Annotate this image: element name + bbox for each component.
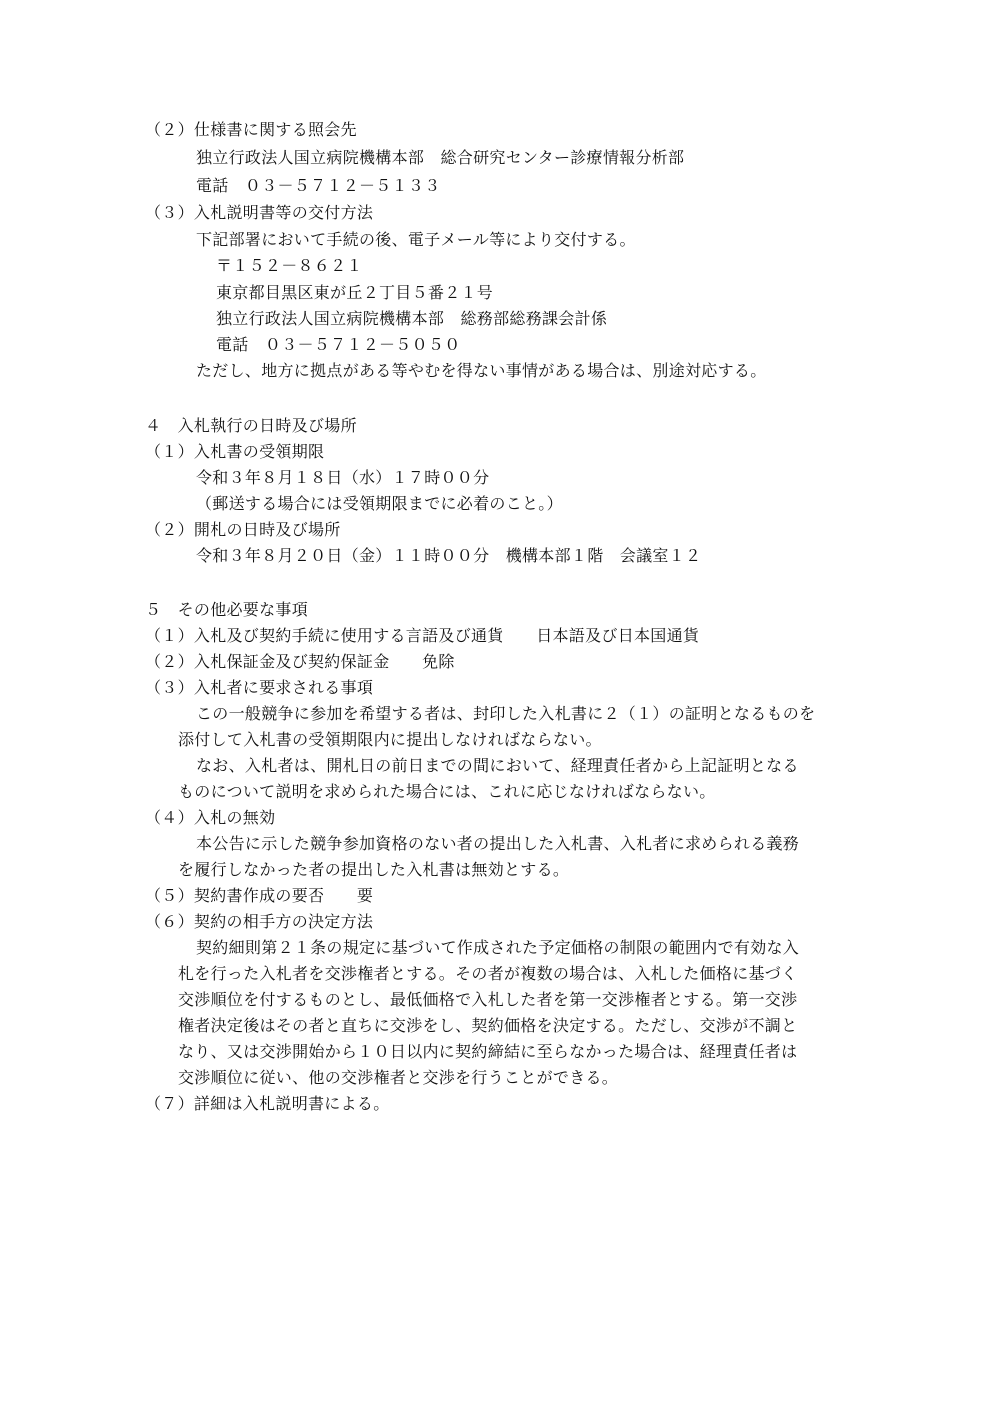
paragraph-line: 権者決定後はその者と直ちに交渉をし、契約価格を決定する。ただし、交渉が不調と bbox=[178, 1016, 798, 1035]
paragraph-line: 札を行った入札者を交渉権者とする。その者が複数の場合は、入札した価格に基づく bbox=[178, 964, 798, 983]
delivery-organization: 独立行政法人国立病院機構本部 総務部総務課会計係 bbox=[216, 309, 608, 328]
bid-deadline-note: （郵送する場合には受領期限までに必着のこと。） bbox=[196, 494, 563, 513]
section-5-4-heading: （４）入札の無効 bbox=[145, 808, 276, 827]
postal-code: 〒１５２－８６２１ bbox=[216, 256, 363, 275]
section-4-2-heading: （２）開札の日時及び場所 bbox=[145, 520, 341, 539]
section-5-3-heading: （３）入札者に要求される事項 bbox=[145, 678, 374, 697]
paragraph-line: この一般競争に参加を希望する者は、封印した入札書に２（１）の証明となるものを bbox=[196, 704, 816, 723]
section-5-6-heading: （６）契約の相手方の決定方法 bbox=[145, 912, 374, 931]
section-5-2: （２）入札保証金及び契約保証金 免除 bbox=[145, 652, 455, 671]
section-5-heading: ５ その他必要な事項 bbox=[145, 600, 309, 619]
paragraph-line: を履行しなかった者の提出した入札書は無効とする。 bbox=[178, 860, 570, 879]
delivery-note: ただし、地方に拠点がある等やむを得ない事情がある場合は、別途対応する。 bbox=[196, 361, 767, 380]
bid-deadline: 令和３年８月１８日（水）１７時００分 bbox=[196, 468, 490, 487]
inquiry-telephone: 電話 ０３－５７１２－５１３３ bbox=[196, 176, 441, 195]
paragraph-line: なお、入札者は、開札日の前日までの間において、経理責任者から上記証明となる bbox=[196, 756, 799, 775]
paragraph-line: 契約細則第２１条の規定に基づいて作成された予定価格の制限の範囲内で有効な入 bbox=[196, 938, 800, 957]
section-5-1: （１）入札及び契約手続に使用する言語及び通貨 日本語及び日本国通貨 bbox=[145, 626, 700, 645]
section-3-3-heading: （３）入札説明書等の交付方法 bbox=[145, 203, 374, 222]
paragraph-line: 交渉順位を付するものとし、最低価格で入札した者を第一交渉権者とする。第一交渉 bbox=[178, 990, 798, 1009]
inquiry-organization: 独立行政法人国立病院機構本部 総合研究センター診療情報分析部 bbox=[196, 148, 685, 167]
section-4-1-heading: （１）入札書の受領期限 bbox=[145, 442, 325, 461]
delivery-telephone: 電話 ０３－５７１２－５０５０ bbox=[216, 335, 461, 354]
section-5-7: （７）詳細は入札説明書による。 bbox=[145, 1094, 390, 1113]
paragraph-line: 添付して入札書の受領期限内に提出しなければならない。 bbox=[178, 730, 602, 749]
section-4-heading: ４ 入札執行の日時及び場所 bbox=[145, 416, 357, 435]
delivery-intro: 下記部署において手続の後、電子メール等により交付する。 bbox=[196, 230, 636, 249]
address: 東京都目黒区東が丘２丁目５番２１号 bbox=[216, 283, 494, 302]
paragraph-line: 交渉順位に従い、他の交渉権者と交渉を行うことができる。 bbox=[178, 1068, 619, 1087]
paragraph-line: ものについて説明を求められた場合には、これに応じなければならない。 bbox=[178, 782, 716, 801]
opening-date-place: 令和３年８月２０日（金）１１時００分 機構本部１階 会議室１２ bbox=[196, 546, 702, 565]
section-5-5: （５）契約書作成の要否 要 bbox=[145, 886, 374, 905]
section-3-2-heading: （２）仕様書に関する照会先 bbox=[145, 120, 357, 139]
paragraph-line: 本公告に示した競争参加資格のない者の提出した入札書、入札者に求められる義務 bbox=[196, 834, 800, 853]
paragraph-line: なり、又は交渉開始から１０日以内に契約締結に至らなかった場合は、経理責任者は bbox=[178, 1042, 798, 1061]
